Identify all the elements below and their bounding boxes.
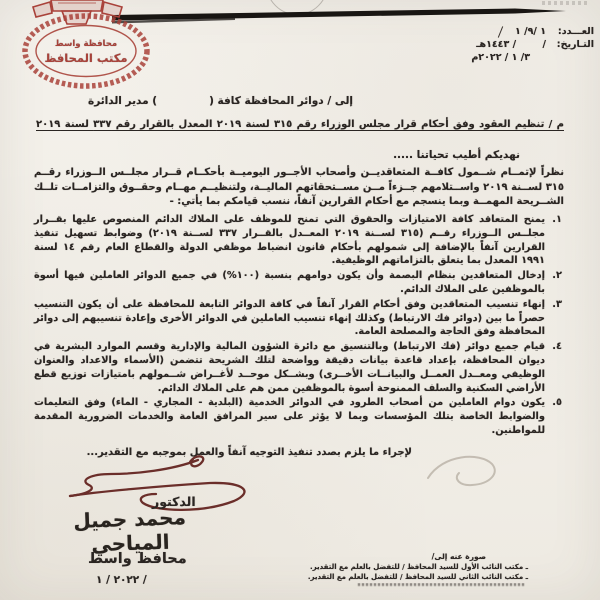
header-date-hijri-row: [416, 38, 594, 51]
signature-zigzag: [70, 460, 198, 496]
stamp-office-text: مكتب المحافظ: [44, 51, 128, 65]
greeting-line: نهديكم أطيب تحياتنا .....: [393, 149, 520, 161]
item-text: يكون دوام العاملين من أصحاب الطرود في الدوائر الخدمية (البلدية - المجاري - الماء) وفق التعليمات والضوابط الخاصة بتلك المؤسسات وبما لا يؤثر على سير المرافق العامة والخدمات الضرورية المقدمة للمواطنين.: [34, 397, 545, 436]
addressee-to: إلى / دوائر المحافظة كافة (: [209, 95, 353, 107]
header-number-row: [416, 25, 594, 38]
signature-position: محافظ واسط: [88, 551, 187, 567]
item-number: ١.: [552, 214, 562, 225]
pencil-scribble: [418, 446, 514, 498]
footer-clipped-line: [286, 583, 528, 588]
item-text: يمنح المتعاقد كافة الامتيازات والحقوق التي تمنح للموظف على الملاك الدائم المنصوص عليها بقــرار مجلــس الــوزراء رقــم (٣١٥ لســنة ٢٠١٩ المعــدل بالقــرار ٣٣٧ لســنة ٢٠١٩) وضوابط تسهيل تنفيذ القرارين آنفاً بالإضافة إلى شمولهم بأحكام قانون انضباط موظفي الدولة والقطاع العام رقم ١٤ لسنة ١٩٩١ المعدل بما يتعلق بالتزاماتهم الوظيفية.: [34, 214, 545, 267]
list-item: [34, 340, 562, 395]
cc-title: صورة عنه إلى/: [431, 552, 486, 561]
item-text: إدخال المتعاقدين بنظام البصمة وأن يكون دوامهم بنسبة (١٠٠%) في جميع الدوائر العاملين فيها أسوة بالموظفين على الملاك الدائم.: [34, 270, 545, 295]
directive-list: [34, 213, 562, 439]
cc-item: ـ مكتب النائب الأول للسيد المحافظ / للتفضل بالعلم مع التقدير.: [310, 563, 528, 571]
stamp-governorate-text: محافظة واسط: [54, 39, 118, 49]
list-item: [34, 213, 562, 268]
cc-item: ـ مكتب النائب الثاني للسيد المحافظ / للتفضل بالعلم مع التقدير.: [307, 573, 528, 581]
pencil-scribble-path: [428, 457, 495, 485]
cc-block: [286, 552, 528, 588]
signature-date: ٢٠٢٢ / ١ /: [96, 574, 147, 586]
addressee-director: ) مدير الدائرة: [88, 95, 158, 107]
list-item: [34, 396, 562, 437]
item-text: قيام جميع دوائر (فك الارتباط) وبالتنسيق مع دائرة الشؤون المالية والإدارية وقسم الموارد البشرية في ديوان المحافظة، بإعداد قاعدة بيانات دقيقة وواضحة لتلك الشريحة تتضمن (الأسماء والاعداد والعنوان الوظيفي ومعــدل العمــل والبيانــات الأخــرى) وبشــكل موحــد لأغــراض شــمولهم بامتيازات توزيع قطع الأراضي السكنية والسلف الممنوحة أسوة بالموظفين ممن هم على الملاك الدائم.: [34, 341, 545, 394]
intro-paragraph: نظراً لإتمــام شــمول كافــة المتعاقديــن وأصحاب الأجــور اليوميــة بأحكــام قــرار مجلــس الــوزراء رقــم ٣١٥ لســنة ٢٠١٩ واســتلامهم جــزءاً مــن مســتحقاتهم الماليــة، ولتنظيــم مهــام وحقــوق والتزامــات تلــك الشــريحة المهمــة وبما ينسجم مع أحكام القرارين آنفاً، ننسب قيامكم بما يأتي: -: [34, 167, 564, 207]
signature-title: الدكتور: [152, 494, 196, 509]
list-item: [34, 298, 562, 339]
header-date-gregorian-row: [416, 51, 594, 64]
date-hijri-value: / / ١٤٤٣هـ: [476, 39, 546, 50]
subject-line: م / تنظيم العقود وفق أحكام قرار مجلس الوزراء رقم ٣١٥ لسنة ٢٠١٩ المعدل بالقرار رقم ٣٣٧ لسنة ٢٠١٩: [36, 119, 564, 130]
number-value: ١ /٩/ ١: [515, 26, 546, 37]
item-number: ٤.: [552, 341, 562, 353]
item-number: ٥.: [552, 397, 562, 409]
closing-line: لإجراء ما يلزم بصدد تنفيذ التوجيه آنفاً والعمل بموجبه مع التقدير...: [86, 447, 412, 458]
date-gregorian-value: ٣/ ١ / ٢٠٢٢م: [471, 52, 530, 63]
letter-header-block: [416, 25, 594, 64]
item-number: ٢.: [552, 270, 562, 282]
handwritten-number-mark: [498, 26, 503, 38]
number-label: العـــدد:: [557, 26, 594, 37]
clipped-text-streak: [358, 583, 526, 586]
date-label: التـاريخ:: [556, 39, 594, 50]
office-oval-stamp: [20, 12, 152, 90]
list-item: [34, 269, 562, 297]
signature-name: محمد جميل المياحي: [72, 505, 187, 557]
banner-center: [51, 0, 103, 11]
top-rule-stroke: [112, 9, 566, 21]
item-text: إنهاء تنسيب المتعاقدين وفق أحكام القرار آنفاً في كافة الدوائر التابعة للمحافظة على أن يكون التنسيب حصراً ما بين (دوائر فك الارتباط) وكذلك إنهاء تنسيب العاملين في الدوائر الأخرى وإعادة تنسيبهم إلى دوائر المحافظة وفق الحاجة والمصلحة العامة.: [34, 298, 545, 338]
item-number: ٣.: [552, 298, 562, 310]
addressee-row: [88, 95, 353, 107]
